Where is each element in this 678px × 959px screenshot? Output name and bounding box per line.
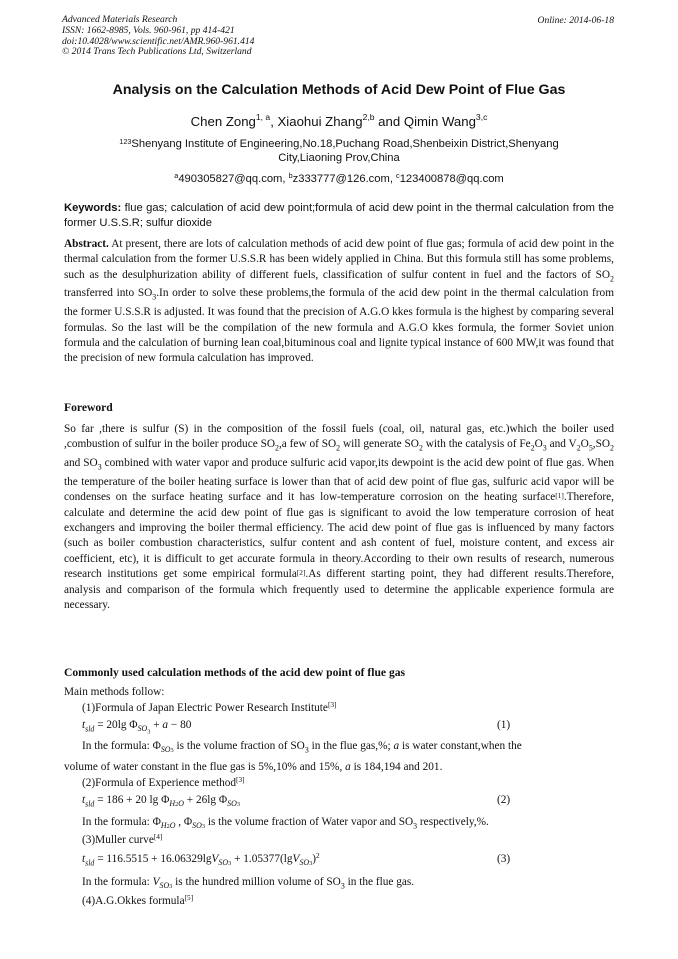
keywords — [64, 201, 614, 231]
author-name: and Qimin Wang — [374, 114, 476, 129]
method-2-note: In the formula: $\Phi_{H2O}$ , $\Phi_{SO3}$ is the volume fraction of Water vapor and $SO_3$ respectively,%. — [82, 816, 489, 831]
eq-subscript: 3 — [236, 801, 240, 809]
issn-line: ISSN: 1662-8985, Vols. 960-961, pp 414-421 — [62, 24, 235, 36]
eq-subscript: 3 — [147, 728, 151, 736]
equation-2: $t_{sld} = 186 + 20$ $\lg \Phi_{H2O} + 26\lg$ $\Phi_{SO3}$ — [82, 794, 240, 809]
body-text: and SO — [64, 457, 98, 470]
body-text: O — [534, 438, 543, 451]
note-text: respectively,%. — [417, 816, 489, 828]
body-text: and V — [546, 438, 577, 451]
email-mark: a — [174, 171, 179, 180]
email-list — [62, 173, 616, 185]
method-1-title — [82, 702, 337, 714]
body-text: ,a few of SO — [278, 438, 337, 451]
foreword-paragraph — [64, 422, 614, 613]
author-affil-mark: 2,b — [362, 112, 375, 122]
email-mark: b — [288, 171, 293, 180]
subscript: 2 — [336, 443, 341, 453]
body-text: .As different starting point, they had different results.Therefore, analysis and comparison of the formula which frequently used to determine the applicable experience formula are necessary. — [64, 568, 614, 611]
eq-subscript: sld — [85, 799, 95, 809]
method-title-text: (2)Formula of Experience method — [82, 777, 237, 789]
equation-1-number: (1) — [497, 719, 511, 731]
note-text: is the volume fraction of Water vapor and SO — [205, 816, 414, 828]
note-text: In the formula: — [82, 876, 153, 888]
author-name: Chen Zong — [190, 114, 256, 129]
eq-subscript: 2 — [175, 801, 179, 809]
body-text: So far ,there is sulfur (S) in the composition of the fossil fuels (coal, oil, natural gas, etc.)which the boiler used ,combustion of sulfur in the boiler produce SO — [64, 423, 614, 451]
note-text: in the flue gas. — [344, 876, 415, 888]
note-text: in the flue gas,%; — [308, 740, 394, 752]
subscript: 3 — [542, 443, 547, 453]
subscript: 2 — [576, 443, 581, 453]
author-name: , Xiaohui Zhang — [270, 114, 363, 129]
methods-intro: Main methods follow: — [64, 686, 165, 698]
note-text: In the formula: Φ — [82, 816, 161, 828]
method-4-title — [82, 895, 193, 907]
affiliation-mark: 123 — [119, 137, 132, 146]
subscript: 3 — [413, 821, 418, 831]
body-text: ,SO — [592, 438, 611, 451]
method-3-title — [82, 834, 162, 846]
eq-subscript: SO — [160, 745, 171, 755]
method-3-note: In the formula: $V_{SO3}$ is the hundred million volume of $SO_3$ in the flue gas. — [82, 876, 415, 891]
note-text: is the volume fraction of SO — [173, 740, 305, 752]
section-heading-foreword: Foreword — [64, 401, 113, 414]
citation-link[interactable]: [1] — [555, 491, 564, 501]
keywords-label: Keywords: — [64, 202, 122, 214]
note-text: , Φ — [175, 816, 193, 828]
note-text: is water constant,when the — [399, 740, 522, 752]
journal-name: Advanced Materials Research — [62, 14, 178, 25]
eq-symbol: a — [345, 761, 351, 773]
citation-link[interactable]: [3] — [236, 775, 245, 784]
subscript: 5 — [588, 443, 593, 453]
affiliation-text: Shenyang Institute of Engineering,No.18,Puchang Road,Shenbeixin District,Shenyang City,Liaoning Prov,China — [131, 138, 559, 164]
method-title-text: (4)A.G.Okkes formula — [82, 895, 185, 907]
eq-subscript: SO — [227, 799, 237, 809]
subscript: 2 — [530, 443, 535, 453]
note-text: volume of water constant in the flue gas is 5%,10% and 15%, — [64, 761, 346, 773]
body-text: with the catalysis of Fe — [422, 438, 531, 451]
abstract-text: At present, there are lots of calculation methods of acid dew point of flue gas; formula of acid dew point in the thermal calculation from the former U.S.S.R has been widely applied in China. But this formula still has some problems, such as the desulphurization ability of different fuels, classification of sulfur content in fuel and the factors of SO — [64, 238, 614, 281]
subscript: 2 — [610, 443, 614, 453]
email-link[interactable]: 490305827@qq.com, — [178, 173, 289, 185]
body-text: combined with water vapor and produce sulfuric acid vapor,its dewpoint is the acid dew point of flue gas. When the temperature of the boiler heating surface is lower than that of acid dew point of flue gas, sulfuric acid vapor will be condenses on the surface heating surface and it has low-temperature corrosion on the heating surface — [64, 457, 615, 504]
note-text: In the formula: Φ — [82, 740, 161, 752]
author-affil-mark: 1, a — [255, 112, 271, 122]
method-2-title — [82, 777, 245, 789]
note-text: is the hundred million volume of SO — [172, 876, 341, 888]
author-list — [62, 114, 616, 129]
equation-3-number: (3) — [497, 853, 511, 865]
subscript: 3 — [304, 745, 309, 755]
citation-link[interactable]: [4] — [153, 832, 163, 841]
eq-symbol: t — [82, 794, 86, 806]
eq-symbol: V — [152, 876, 160, 888]
section-heading-methods: Commonly used calculation methods of the acid dew point of flue gas — [64, 666, 406, 679]
journal-header — [62, 15, 254, 58]
method-1-note-cont — [64, 761, 442, 773]
eq-subscript: O — [178, 799, 184, 809]
abstract-text: transferred into SO — [64, 287, 153, 300]
eq-symbol: t — [82, 719, 86, 731]
affiliation — [62, 137, 616, 165]
method-title-text: (1)Formula of Japan Electric Power Research Institute — [82, 702, 328, 714]
subscript: 3 — [340, 881, 345, 891]
online-date: Online: 2014-06-18 — [537, 15, 614, 26]
copyright-line: © 2014 Trans Tech Publications Ltd, Switzerland — [62, 46, 252, 58]
abstract-label: Abstract. — [64, 238, 109, 250]
eq-subscript: H — [169, 799, 176, 809]
email-link[interactable]: 123400878@qq.com — [399, 173, 504, 185]
paper-title: Analysis on the Calculation Methods of Acid Dew Point of Flue Gas — [112, 82, 566, 98]
subscript: 3 — [97, 462, 102, 472]
method-1-note — [82, 740, 522, 754]
citation-link[interactable]: [2] — [296, 568, 306, 578]
citation-link[interactable]: [3] — [327, 700, 337, 709]
eq-subscript: sld — [85, 724, 95, 734]
body-text: O — [580, 438, 589, 451]
eq-subscript: 3 — [170, 747, 174, 755]
body-text: .Therefore, calculate and determine the acid dew point of flue gas is significant to avoid the low temperature corrosion of heat exchangers and improving the boiler thermal efficiency. The acid dew point of flue gas is influenced by many factors (such as boiler combustion characteristics, sulfur content and ash content of fuel, moisture content, and excess air coefficient, etc), it is difficult to get accurate formula in theory.According to their own results of research, numerous research institutions get some empirical formula — [64, 491, 614, 581]
equation-3: $t_{sld} = 116.5515 + 16.06329\lg V_{SO3} + 1.05377(\lg V_{SO3})^2$ — [82, 851, 320, 868]
subscript: 3 — [152, 292, 157, 302]
eq-symbol: a — [162, 719, 169, 731]
method-title-text: (3)Muller curve — [82, 834, 154, 846]
doi-line: doi:10.4028/www.scientific.net/AMR.960-961.414 — [62, 35, 255, 47]
abstract — [64, 237, 614, 367]
subscript: 2 — [275, 443, 279, 453]
author-affil-mark: 3,c — [475, 112, 488, 122]
abstract-text: .In order to solve these problems,the formula of the acid dew point in the thermal calculation from the former U.S.S.R is adjusted. It was found that the precision of A.G.O kkes formula is the highest by comparing several formulas. So the last will be the compilation of the new formula and A.G.O kkes formula, the former Soviet union formula and the calculation of burning lean coal,bituminous coal and lignite typical instance of 600 MW,it was found that the precision of new formula calculation has improved. — [64, 287, 614, 365]
eq-symbol: a — [393, 740, 400, 752]
body-text: will generate SO — [340, 438, 419, 451]
subscript: 2 — [610, 274, 614, 284]
keywords-text: flue gas; calculation of acid dew point;formula of acid dew point in the thermal calculation from the former U.S.S.R; sulfur dioxide — [64, 202, 614, 229]
subscript: 2 — [418, 443, 423, 453]
equation-2-number: (2) — [497, 794, 511, 806]
note-text: is 184,194 and 201. — [350, 761, 443, 773]
email-mark: c — [396, 171, 400, 180]
email-link[interactable]: z333777@126.com, — [292, 173, 397, 185]
citation-link[interactable]: [5] — [184, 893, 194, 902]
equation-1: $t_{sld} = 20\lg$ $\Phi_{SO_3} + a - 80$ — [82, 719, 192, 736]
